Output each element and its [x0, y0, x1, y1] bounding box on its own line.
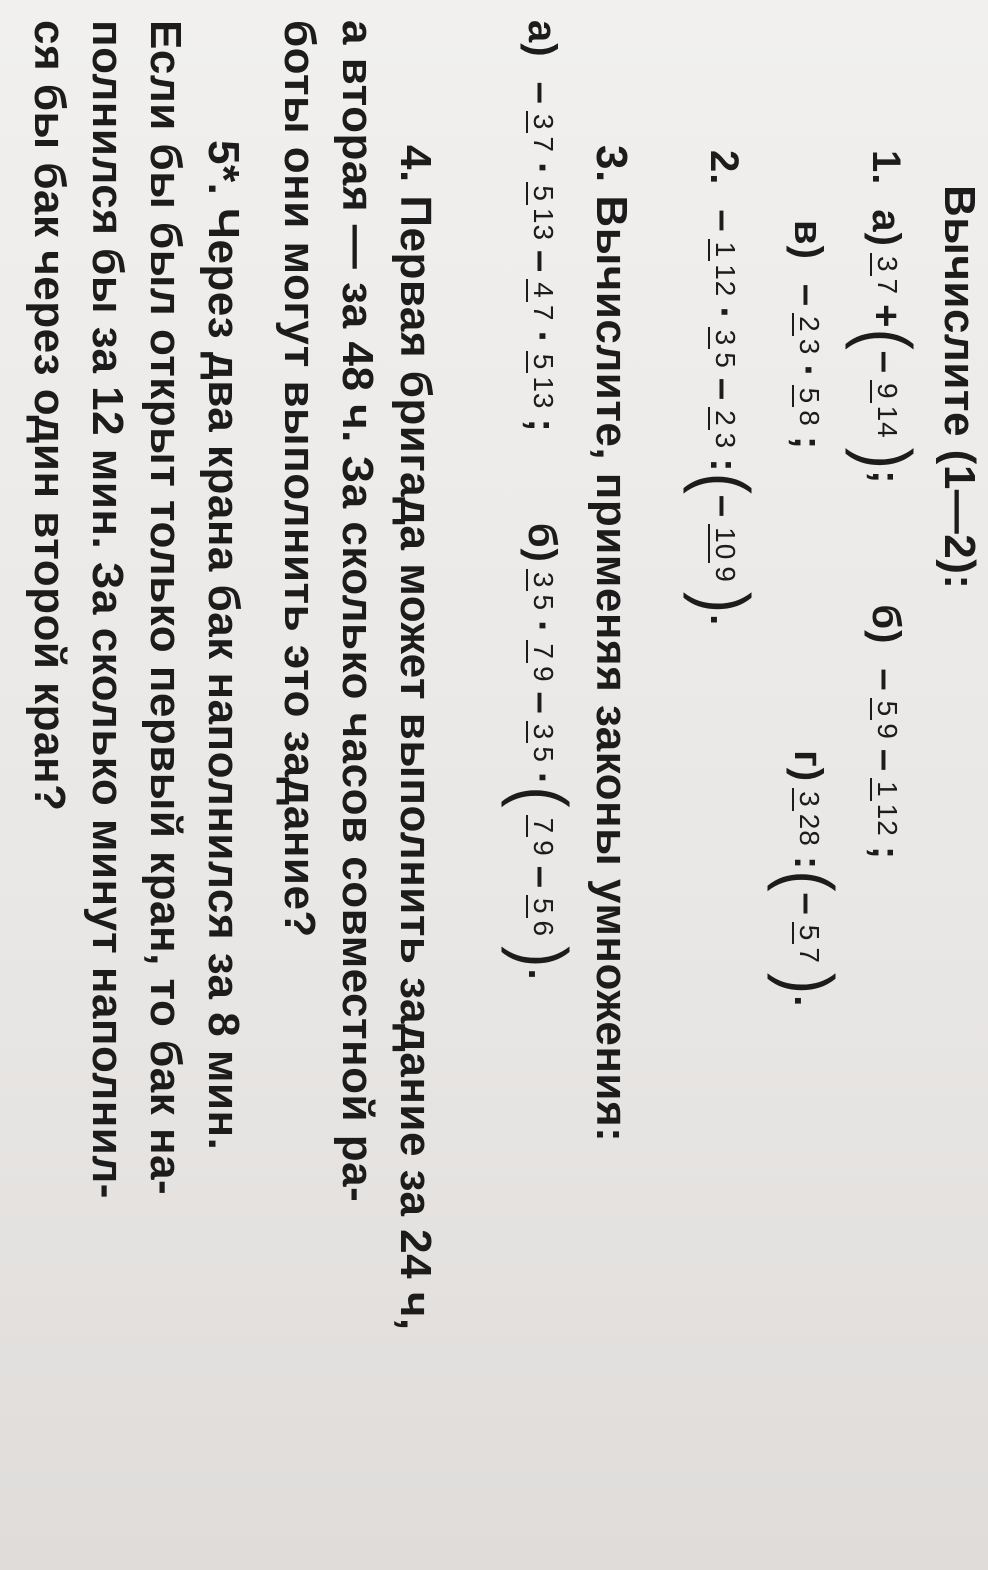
fraction: $\frac{5}{13}$	[526, 351, 558, 413]
fraction: $\frac{3}{28}$	[792, 788, 824, 850]
divide-sign: :	[786, 855, 830, 871]
ex5-line1: 5*. Через два крана бак наполнился за 8 мин.	[199, 140, 248, 1151]
minus-sign: –	[520, 250, 564, 274]
fraction: $\frac{3}{5}$	[526, 721, 558, 766]
fraction: $\frac{3}{5}$	[708, 327, 740, 372]
punct: .	[786, 995, 830, 1008]
ex1g-label: г)	[786, 750, 830, 783]
dot-sign: ·	[520, 771, 564, 787]
punct: .	[520, 968, 564, 981]
punct: ;	[864, 845, 908, 861]
ex2-number: 2.	[702, 150, 746, 186]
dot-sign: ·	[520, 620, 564, 635]
fraction: $\frac{7}{9}$	[526, 640, 558, 685]
dot-sign: ·	[786, 364, 830, 379]
punct: ;	[864, 470, 908, 485]
paren-close: )	[844, 447, 928, 471]
minus-sign: –	[520, 691, 564, 715]
ex5-line4: ся бы бак через один второй кран?	[25, 20, 74, 812]
fraction: $\frac{3}{5}$	[526, 569, 558, 614]
dot-sign: ·	[520, 161, 564, 177]
minus-sign: –	[864, 668, 908, 692]
minus-sign: –	[702, 377, 746, 402]
fraction: $\frac{9}{14}$	[870, 380, 902, 442]
exercise-header: Вычислите (1—2):	[935, 185, 984, 590]
ex4-line2: а вторая — за 48 ч. За сколько часов совместной ра-	[333, 20, 382, 1203]
fraction: $\frac{7}{9}$	[526, 815, 558, 860]
ex3-title: 3. Вычислите, применяя законы умножения:	[587, 145, 636, 1143]
dot-sign: ·	[702, 306, 746, 321]
fraction: $\frac{10}{9}$	[708, 524, 740, 586]
ex3b-label: б)	[520, 522, 564, 563]
ex1-row2	[766, 220, 850, 1550]
ex1b-label: б)	[864, 604, 908, 645]
minus-sign: –	[520, 865, 564, 889]
minus-sign: –	[786, 892, 830, 916]
paren-close: )	[682, 591, 766, 615]
paren-close: )	[766, 972, 850, 996]
fraction: $\frac{2}{3}$	[792, 313, 824, 358]
paren-open: (	[844, 328, 928, 351]
ex5-line3: полнился бы за 12 мин. За сколько минут наполнил-	[83, 20, 132, 1199]
minus-sign: –	[702, 494, 746, 519]
fraction: $\frac{3}{7}$	[526, 111, 558, 156]
paren-close: )	[500, 946, 584, 969]
ex4-line3: боты они могут выполнить это задание?	[275, 20, 324, 938]
ex4-line1: 4. Первая бригада может выполнить задание за 24 ч,	[391, 145, 440, 1331]
fraction: $\frac{5}{7}$	[792, 922, 824, 967]
divide-sign: :	[702, 458, 746, 473]
minus-sign: –	[864, 748, 908, 773]
fraction: $\frac{5}{9}$	[870, 698, 902, 743]
fraction: $\frac{5}{6}$	[526, 895, 558, 940]
ex2-row	[682, 150, 766, 1550]
fraction: $\frac{3}{7}$	[870, 253, 902, 298]
ex3a-label: а)	[520, 20, 564, 58]
minus-sign: –	[786, 283, 830, 308]
minus-sign: –	[520, 81, 564, 105]
fraction: $\frac{1}{12}$	[870, 778, 902, 840]
minus-sign: –	[864, 350, 908, 375]
fraction: $\frac{5}{13}$	[526, 182, 558, 244]
fraction: $\frac{2}{3}$	[708, 407, 740, 452]
ex1-number: 1.	[864, 150, 908, 186]
ex1-row1	[844, 150, 928, 1550]
punct: ;	[786, 435, 830, 451]
ex1a-label: а)	[864, 209, 908, 247]
ex1v-label: в)	[786, 220, 830, 260]
fraction: $\frac{4}{7}$	[526, 279, 558, 324]
dot-sign: ·	[520, 330, 564, 345]
fraction: $\frac{5}{8}$	[792, 385, 824, 430]
ex5-line2: Если бы был открыт только первый кран, то бак на-	[141, 20, 190, 1196]
plus-sign: +	[864, 304, 908, 329]
punct: .	[702, 614, 746, 627]
paren-open: (	[682, 472, 766, 495]
fraction: $\frac{1}{12}$	[708, 239, 740, 301]
minus-sign: –	[702, 209, 746, 233]
paren-open: (	[500, 786, 584, 809]
paren-open: (	[766, 870, 850, 893]
ex3-row	[500, 20, 584, 1550]
punct: ;	[520, 418, 564, 433]
